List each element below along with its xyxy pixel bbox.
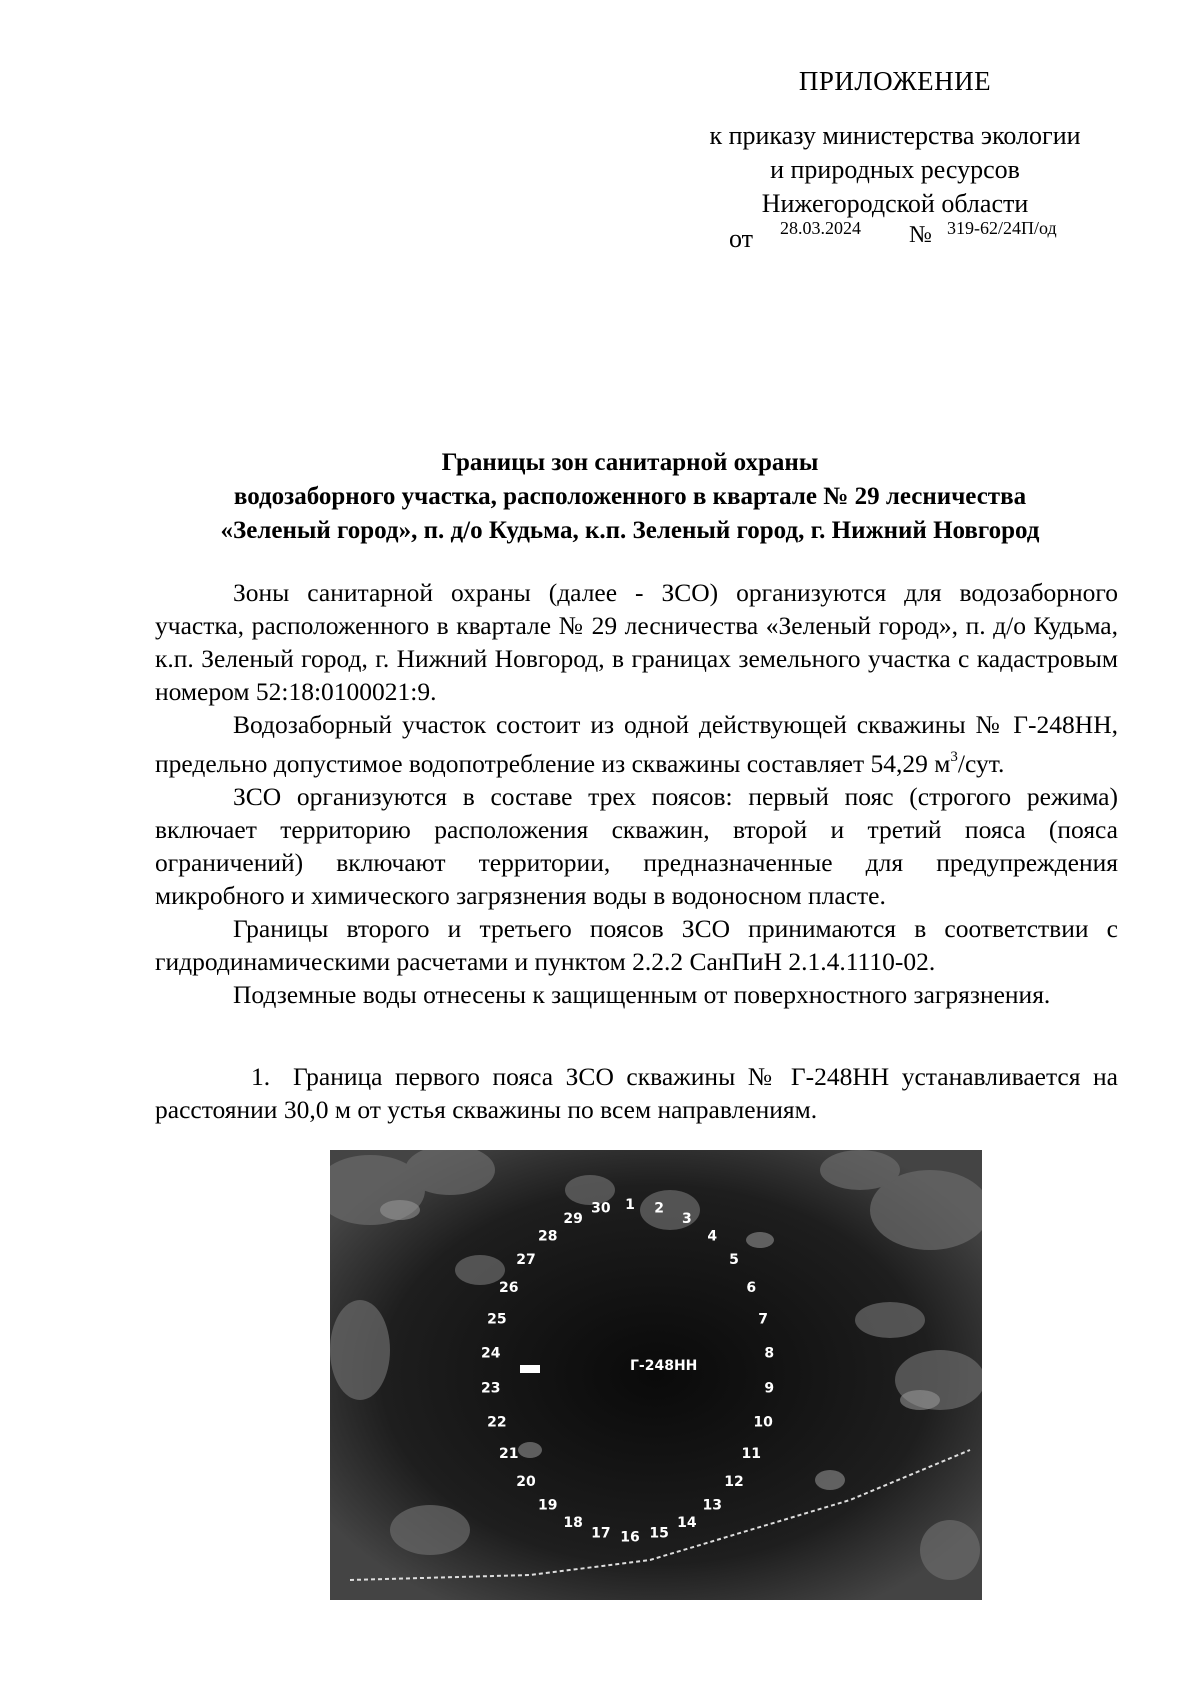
paragraph-3: ЗСО организуются в составе трех поясов: первый пояс (строгого режима) включает территорию расположения скважин, второй и третий пояса (пояса ограничений) включают территории, предназначенные для предупреждения микробного и химического загрязнения воды в водоносном пласте. (155, 782, 1118, 910)
boundary-point-label: 9 (764, 1380, 775, 1397)
appendix-header (680, 66, 1110, 221)
paragraph-4: Границы второго и третьего поясов ЗСО принимаются в соответствии с гидродинамическими расчетами и пунктом 2.2.2 СанПиН 2.1.4.1110-02. (155, 914, 1118, 976)
boundary-point-label: 5 (729, 1251, 739, 1268)
boundary-point-label: 4 (707, 1228, 718, 1245)
superscript-3: 3 (950, 749, 958, 765)
boundary-point-label: 30 (591, 1200, 611, 1217)
order-date-number (729, 218, 1129, 254)
boundary-point-label: 15 (649, 1525, 669, 1542)
borehole-label: Г-248НН (630, 1358, 698, 1374)
boundary-point-label: 6 (746, 1279, 757, 1296)
boundary-point-label: 29 (563, 1211, 583, 1228)
order-line-3: Нижегородской области (761, 189, 1029, 218)
order-line-2: и природных ресурсов (770, 155, 1020, 184)
item-text: Граница первого пояса ЗСО скважины № Г-248НН устанавливается на расстоянии 30,0 м от устья скважины по всем направлениям. (155, 1062, 1118, 1124)
paragraph-2-unit: /сут. (957, 749, 1005, 778)
zone-map-image (330, 1150, 982, 1600)
zone-map-svg (330, 1150, 982, 1600)
boundary-point-label: 21 (499, 1446, 519, 1463)
boundary-point-label: 25 (487, 1311, 507, 1328)
boundary-point-label: 14 (677, 1514, 697, 1531)
boundary-point-label: 20 (516, 1474, 536, 1491)
boundary-point-label: 12 (724, 1474, 744, 1491)
boundary-point-label: 28 (537, 1228, 558, 1245)
appendix-title: ПРИЛОЖЕНИЕ (798, 66, 992, 96)
boundary-point-label: 1 (625, 1196, 635, 1213)
paragraph-2-text: Водозаборный участок состоит из одной действующей скважины № Г-248НН, предельно допустимое водопотребление из скважины составляет 54,29 м (155, 710, 1118, 778)
paragraph-1: Зоны санитарной охраны (далее - ЗСО) организуются для водозаборного участка, расположенного в квартале № 29 лесничества «Зеленый город», п. д/о Кудьма, к.п. Зеленый город, г. Нижний Новгород, в границах земельного участка с кадастровым номером 52:18:0100021:9. (155, 578, 1118, 706)
item-number: 1. (251, 1062, 271, 1091)
boundary-point-label: 27 (516, 1251, 536, 1268)
body-text (155, 576, 1118, 1011)
boundary-point-label: 7 (758, 1311, 768, 1328)
boundary-point-label: 10 (753, 1414, 773, 1431)
title-line-3: «Зеленый город», п. д/о Кудьма, к.п. Зеленый город, г. Нижний Новгород (220, 517, 1040, 544)
boundary-point-label: 8 (764, 1345, 775, 1362)
title-line-2: водозаборного участка, расположенного в квартале № 29 лесничества (233, 483, 1027, 510)
boundary-point-label: 22 (487, 1414, 507, 1431)
title-line-1: Границы зон санитарной охраны (441, 449, 819, 476)
number-sign: № (909, 222, 932, 248)
order-number: 319-62/24П/од (947, 218, 1057, 238)
boundary-point-label: 19 (537, 1497, 558, 1514)
order-line-1: к приказу министерства экологии (709, 121, 1081, 150)
ot-label: от (729, 224, 754, 253)
numbered-item-1 (155, 1060, 1118, 1126)
boundary-point-label: 13 (702, 1497, 723, 1514)
paragraph-5: Подземные воды отнесены к защищенным от поверхностного загрязнения. (233, 980, 1051, 1009)
paragraph-2 (155, 708, 1118, 780)
boundary-point-label: 26 (499, 1279, 519, 1296)
boundary-point-label: 3 (682, 1211, 692, 1228)
boundary-point-label: 18 (563, 1514, 583, 1531)
boundary-point-label: 16 (620, 1529, 640, 1546)
boundary-point-label: 24 (481, 1345, 501, 1362)
boundary-point-label: 2 (654, 1200, 664, 1217)
boundary-point-label: 11 (741, 1446, 761, 1463)
boundary-point-label: 17 (591, 1525, 611, 1542)
boundary-point-label: 23 (481, 1380, 501, 1397)
order-date: 28.03.2024 (780, 218, 861, 238)
document-title (150, 446, 1110, 548)
